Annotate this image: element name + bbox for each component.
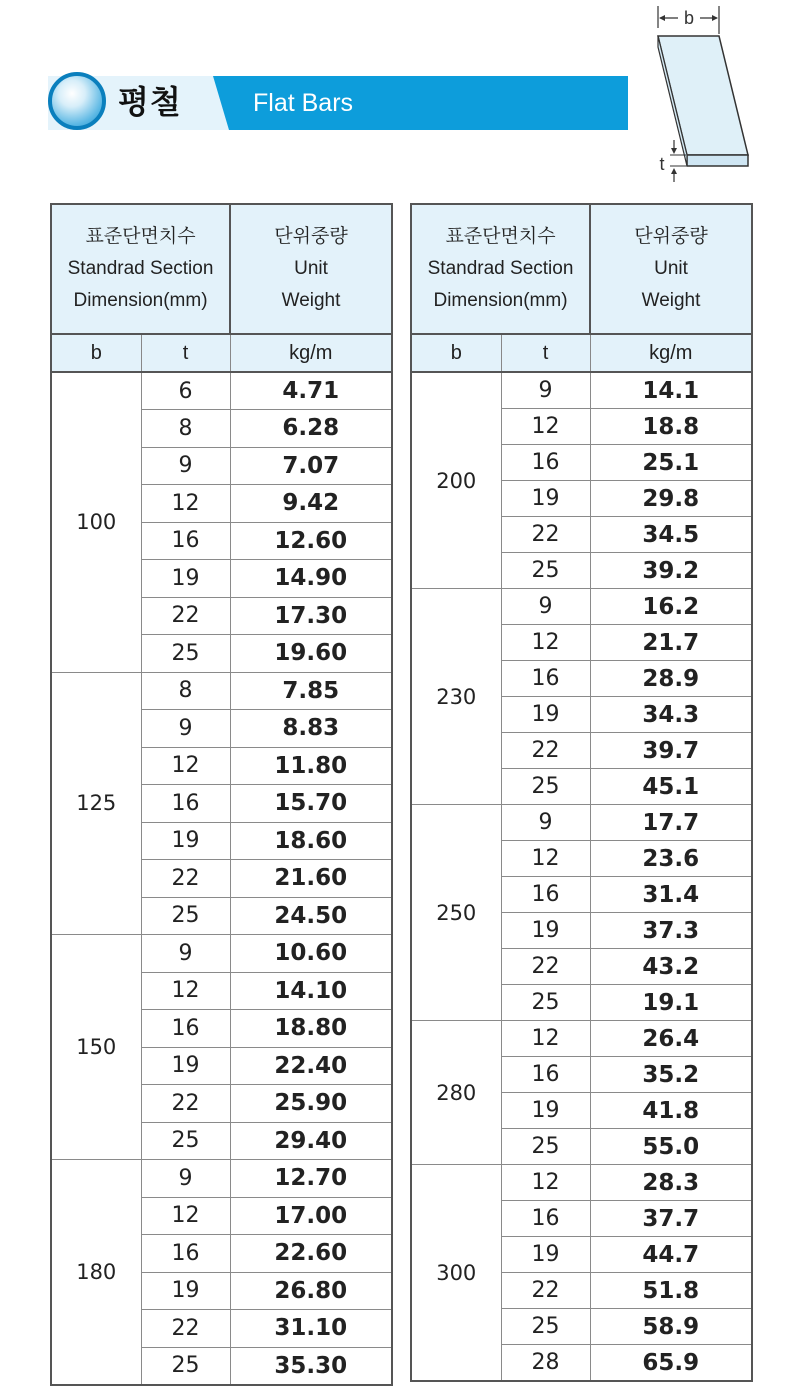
unit-weight-cell: 45.1 — [590, 769, 752, 805]
thickness-t-cell: 25 — [501, 1129, 590, 1165]
unit-weight-cell: 22.60 — [230, 1235, 392, 1273]
unit-weight-cell: 23.6 — [590, 841, 752, 877]
unit-weight-cell: 18.80 — [230, 1010, 392, 1048]
unit-weight-cell: 41.8 — [590, 1093, 752, 1129]
thickness-t-cell: 19 — [501, 697, 590, 733]
unit-weight-cell: 34.5 — [590, 517, 752, 553]
width-b-cell: 125 — [51, 672, 141, 935]
unit-weight-header — [590, 204, 752, 334]
diagram-t-label: t — [659, 154, 665, 174]
thickness-t-cell: 12 — [501, 1021, 590, 1057]
column-b-header: b — [411, 334, 501, 372]
thickness-t-cell: 16 — [501, 661, 590, 697]
thickness-t-cell: 16 — [501, 1201, 590, 1237]
thickness-t-cell: 19 — [501, 481, 590, 517]
unit-weight-cell: 21.7 — [590, 625, 752, 661]
thickness-t-cell: 25 — [501, 985, 590, 1021]
unit-weight-cell: 55.0 — [590, 1129, 752, 1165]
table-row — [411, 589, 752, 625]
unit-weight-cell: 44.7 — [590, 1237, 752, 1273]
weight-header-korean: 단위중량 — [274, 226, 348, 247]
thickness-t-cell: 19 — [141, 1047, 230, 1085]
unit-weight-cell: 10.60 — [230, 935, 392, 973]
unit-weight-cell: 12.70 — [230, 1160, 392, 1198]
page-title-bar — [48, 72, 628, 132]
flat-bar-diagram — [640, 0, 770, 195]
thickness-t-cell: 16 — [501, 1057, 590, 1093]
unit-weight-cell: 14.1 — [590, 372, 752, 409]
thickness-t-cell: 22 — [501, 733, 590, 769]
column-b-header: b — [51, 334, 141, 372]
unit-weight-cell: 19.60 — [230, 635, 392, 673]
unit-weight-cell: 43.2 — [590, 949, 752, 985]
unit-weight-cell: 29.8 — [590, 481, 752, 517]
weight-header-korean: 단위중량 — [634, 226, 708, 247]
thickness-t-cell: 16 — [141, 1010, 230, 1048]
unit-weight-cell: 17.30 — [230, 597, 392, 635]
section-header-english: Standrad Section — [427, 258, 574, 279]
table-row — [51, 935, 392, 973]
table-row — [411, 372, 752, 409]
section-header-korean: 표준단면치수 — [85, 226, 196, 247]
unit-weight-cell: 65.9 — [590, 1345, 752, 1382]
thickness-t-cell: 12 — [141, 485, 230, 523]
width-b-cell: 230 — [411, 589, 501, 805]
table-row — [411, 1165, 752, 1201]
unit-weight-cell: 26.80 — [230, 1272, 392, 1310]
column-unit-header: kg/m — [590, 334, 752, 372]
unit-weight-cell: 19.1 — [590, 985, 752, 1021]
table-row — [411, 1021, 752, 1057]
unit-weight-cell: 26.4 — [590, 1021, 752, 1057]
thickness-t-cell: 19 — [501, 1237, 590, 1273]
unit-weight-cell: 7.07 — [230, 447, 392, 485]
unit-weight-cell: 18.8 — [590, 409, 752, 445]
width-b-cell: 150 — [51, 935, 141, 1160]
thickness-t-cell: 9 — [141, 710, 230, 748]
unit-weight-cell: 35.2 — [590, 1057, 752, 1093]
width-b-cell: 100 — [51, 372, 141, 672]
unit-weight-cell: 51.8 — [590, 1273, 752, 1309]
unit-weight-cell: 16.2 — [590, 589, 752, 625]
unit-weight-cell: 25.90 — [230, 1085, 392, 1123]
thickness-t-cell: 22 — [501, 949, 590, 985]
table-row — [51, 372, 392, 410]
thickness-t-cell: 16 — [141, 522, 230, 560]
unit-weight-cell: 12.60 — [230, 522, 392, 560]
bullet-orb-icon — [48, 72, 106, 130]
weight-header-weight: Weight — [641, 290, 701, 311]
thickness-t-cell: 25 — [141, 897, 230, 935]
thickness-t-cell: 25 — [501, 769, 590, 805]
width-b-cell: 280 — [411, 1021, 501, 1165]
table-row — [51, 672, 392, 710]
unit-weight-cell: 35.30 — [230, 1347, 392, 1385]
unit-weight-cell: 31.4 — [590, 877, 752, 913]
thickness-t-cell: 22 — [501, 1273, 590, 1309]
unit-weight-cell: 8.83 — [230, 710, 392, 748]
unit-weight-header — [230, 204, 392, 334]
thickness-t-cell: 8 — [141, 672, 230, 710]
weight-header-unit: Unit — [654, 258, 688, 279]
width-b-cell: 300 — [411, 1165, 501, 1382]
unit-weight-cell: 7.85 — [230, 672, 392, 710]
thickness-t-cell: 12 — [501, 625, 590, 661]
unit-weight-cell: 34.3 — [590, 697, 752, 733]
thickness-t-cell: 22 — [501, 517, 590, 553]
thickness-t-cell: 22 — [141, 597, 230, 635]
column-t-header: t — [501, 334, 590, 372]
title-english: Flat Bars — [253, 89, 354, 117]
unit-weight-cell: 58.9 — [590, 1309, 752, 1345]
thickness-t-cell: 9 — [141, 1160, 230, 1198]
thickness-t-cell: 25 — [141, 1347, 230, 1385]
width-b-cell: 250 — [411, 805, 501, 1021]
thickness-t-cell: 6 — [141, 372, 230, 410]
section-header-korean: 표준단면치수 — [445, 226, 556, 247]
unit-weight-cell: 6.28 — [230, 410, 392, 448]
width-b-cell: 200 — [411, 372, 501, 589]
thickness-t-cell: 19 — [141, 560, 230, 598]
section-header-dimension: Dimension(mm) — [73, 290, 208, 311]
thickness-t-cell: 9 — [141, 447, 230, 485]
thickness-t-cell: 16 — [141, 785, 230, 823]
unit-weight-cell: 24.50 — [230, 897, 392, 935]
thickness-t-cell: 19 — [501, 1093, 590, 1129]
thickness-t-cell: 28 — [501, 1345, 590, 1382]
thickness-t-cell: 8 — [141, 410, 230, 448]
thickness-t-cell: 12 — [501, 1165, 590, 1201]
thickness-t-cell: 16 — [501, 877, 590, 913]
thickness-t-cell: 25 — [141, 635, 230, 673]
unit-weight-cell: 37.3 — [590, 913, 752, 949]
unit-weight-cell: 39.7 — [590, 733, 752, 769]
thickness-t-cell: 9 — [501, 589, 590, 625]
unit-weight-cell: 21.60 — [230, 860, 392, 898]
unit-weight-cell: 11.80 — [230, 747, 392, 785]
unit-weight-cell: 9.42 — [230, 485, 392, 523]
right-spec-table — [410, 203, 753, 1382]
unit-weight-cell: 14.90 — [230, 560, 392, 598]
unit-weight-cell: 17.00 — [230, 1197, 392, 1235]
section-dimension-header — [51, 204, 230, 334]
thickness-t-cell: 19 — [141, 1272, 230, 1310]
weight-header-unit: Unit — [294, 258, 328, 279]
unit-weight-cell: 4.71 — [230, 372, 392, 410]
unit-weight-cell: 15.70 — [230, 785, 392, 823]
thickness-t-cell: 12 — [501, 841, 590, 877]
unit-weight-cell: 29.40 — [230, 1122, 392, 1160]
thickness-t-cell: 22 — [141, 1310, 230, 1348]
unit-weight-cell: 37.7 — [590, 1201, 752, 1237]
thickness-t-cell: 22 — [141, 1085, 230, 1123]
thickness-t-cell: 16 — [141, 1235, 230, 1273]
unit-weight-cell: 18.60 — [230, 822, 392, 860]
left-spec-table — [50, 203, 393, 1386]
unit-weight-cell: 31.10 — [230, 1310, 392, 1348]
unit-weight-cell: 22.40 — [230, 1047, 392, 1085]
section-header-dimension: Dimension(mm) — [433, 290, 568, 311]
thickness-t-cell: 12 — [141, 972, 230, 1010]
thickness-t-cell: 9 — [501, 805, 590, 841]
thickness-t-cell: 19 — [501, 913, 590, 949]
thickness-t-cell: 12 — [501, 409, 590, 445]
title-korean: 평철 — [118, 83, 182, 121]
thickness-t-cell: 22 — [141, 860, 230, 898]
thickness-t-cell: 19 — [141, 822, 230, 860]
unit-weight-cell: 25.1 — [590, 445, 752, 481]
thickness-t-cell: 12 — [141, 1197, 230, 1235]
width-b-cell: 180 — [51, 1160, 141, 1385]
column-unit-header: kg/m — [230, 334, 392, 372]
unit-weight-cell: 39.2 — [590, 553, 752, 589]
unit-weight-cell: 14.10 — [230, 972, 392, 1010]
thickness-t-cell: 25 — [501, 1309, 590, 1345]
unit-weight-cell: 17.7 — [590, 805, 752, 841]
table-row — [411, 805, 752, 841]
thickness-t-cell: 16 — [501, 445, 590, 481]
section-header-english: Standrad Section — [67, 258, 214, 279]
unit-weight-cell: 28.9 — [590, 661, 752, 697]
column-t-header: t — [141, 334, 230, 372]
diagram-b-label: b — [683, 8, 695, 28]
unit-weight-cell: 28.3 — [590, 1165, 752, 1201]
section-dimension-header — [411, 204, 590, 334]
thickness-t-cell: 25 — [141, 1122, 230, 1160]
thickness-t-cell: 9 — [141, 935, 230, 973]
thickness-t-cell: 12 — [141, 747, 230, 785]
thickness-t-cell: 9 — [501, 372, 590, 409]
thickness-t-cell: 25 — [501, 553, 590, 589]
weight-header-weight: Weight — [281, 290, 341, 311]
table-row — [51, 1160, 392, 1198]
